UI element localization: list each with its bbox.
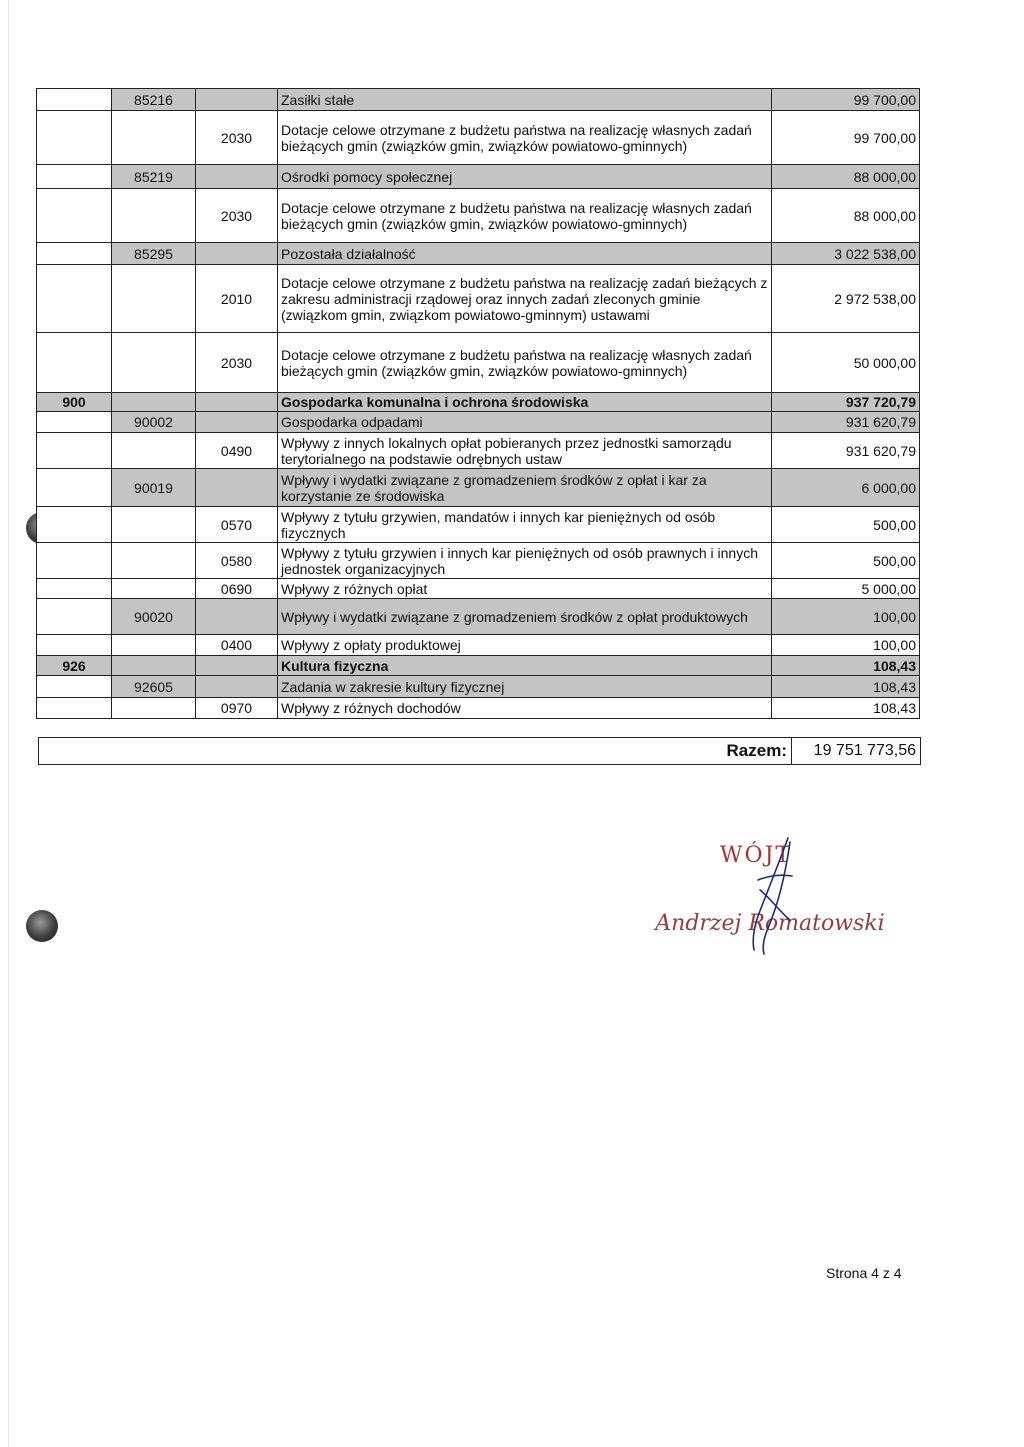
description-cell: Wpływy i wydatki związane z gromadzeniem środków z opłat i kar za korzystanie ze środowiska	[278, 469, 772, 507]
rozdzial-cell	[112, 579, 196, 599]
amount-cell: 108,43	[772, 656, 920, 676]
punch-hole-bottom	[26, 910, 58, 942]
dz-cell	[37, 579, 112, 599]
table-row	[37, 469, 920, 507]
paragraf-cell: 0690	[196, 579, 278, 599]
paragraf-cell: 0580	[196, 543, 278, 579]
paragraf-cell	[196, 89, 278, 111]
budget-table	[36, 88, 920, 719]
amount-cell: 931 620,79	[772, 412, 920, 433]
page-number: Strona 4 z 4	[826, 1265, 902, 1281]
amount-cell: 100,00	[772, 599, 920, 635]
rozdzial-cell: 90002	[112, 412, 196, 433]
paragraf-cell: 0570	[196, 507, 278, 543]
description-cell: Wpływy z opłaty produktowej	[278, 635, 772, 656]
total-label: Razem:	[726, 741, 787, 760]
amount-cell: 88 000,00	[772, 189, 920, 243]
signature-stamp	[640, 820, 900, 960]
table-row	[37, 543, 920, 579]
total-separator	[791, 738, 792, 764]
amount-cell: 100,00	[772, 635, 920, 656]
table-row	[37, 393, 920, 412]
dz-cell	[37, 412, 112, 433]
rozdzial-cell	[112, 507, 196, 543]
table-row	[37, 265, 920, 333]
rozdzial-cell	[112, 543, 196, 579]
rozdzial-cell: 90019	[112, 469, 196, 507]
paragraf-cell: 0970	[196, 698, 278, 719]
rozdzial-cell: 90020	[112, 599, 196, 635]
rozdzial-cell: 85219	[112, 165, 196, 189]
paragraf-cell: 2030	[196, 333, 278, 393]
total-value: 19 751 773,56	[813, 742, 916, 759]
paragraf-cell	[196, 393, 278, 412]
paragraf-cell	[196, 412, 278, 433]
paragraf-cell: 2030	[196, 111, 278, 165]
dz-cell	[37, 333, 112, 393]
amount-cell: 5 000,00	[772, 579, 920, 599]
table-row	[37, 89, 920, 111]
description-cell: Zasiłki stałe	[278, 89, 772, 111]
rozdzial-cell	[112, 265, 196, 333]
rozdzial-cell	[112, 111, 196, 165]
description-cell: Wpływy z tytułu grzywien, mandatów i innych kar pieniężnych od osób fizycznych	[278, 507, 772, 543]
rozdzial-cell: 85216	[112, 89, 196, 111]
description-cell: Gospodarka odpadami	[278, 412, 772, 433]
description-cell: Ośrodki pomocy społecznej	[278, 165, 772, 189]
description-cell: Zadania w zakresie kultury fizycznej	[278, 676, 772, 698]
table-row	[37, 656, 920, 676]
rozdzial-cell: 92605	[112, 676, 196, 698]
paragraf-cell	[196, 243, 278, 265]
dz-cell	[37, 599, 112, 635]
amount-cell: 2 972 538,00	[772, 265, 920, 333]
paragraf-cell	[196, 165, 278, 189]
description-cell: Pozostała działalność	[278, 243, 772, 265]
dz-cell: 926	[37, 656, 112, 676]
dz-cell	[37, 89, 112, 111]
table-row	[37, 433, 920, 469]
dz-cell	[37, 111, 112, 165]
rozdzial-cell	[112, 189, 196, 243]
amount-cell: 3 022 538,00	[772, 243, 920, 265]
description-cell: Kultura fizyczna	[278, 656, 772, 676]
dz-cell: 900	[37, 393, 112, 412]
paragraf-cell	[196, 676, 278, 698]
table-row	[37, 165, 920, 189]
paragraf-cell: 2030	[196, 189, 278, 243]
dz-cell	[37, 676, 112, 698]
description-cell: Wpływy z tytułu grzywien i innych kar pieniężnych od osób prawnych i innych jednostek organizacyjnych	[278, 543, 772, 579]
amount-cell: 6 000,00	[772, 469, 920, 507]
rozdzial-cell	[112, 433, 196, 469]
total-row	[38, 737, 921, 765]
rozdzial-cell	[112, 698, 196, 719]
table-row	[37, 189, 920, 243]
table-row	[37, 698, 920, 719]
table-row	[37, 412, 920, 433]
amount-cell: 500,00	[772, 543, 920, 579]
table-row	[37, 243, 920, 265]
dz-cell	[37, 243, 112, 265]
paragraf-cell	[196, 656, 278, 676]
table-row	[37, 635, 920, 656]
amount-cell: 99 700,00	[772, 111, 920, 165]
rozdzial-cell	[112, 333, 196, 393]
paragraf-cell: 0490	[196, 433, 278, 469]
rozdzial-cell: 85295	[112, 243, 196, 265]
stamp-title: WÓJT	[719, 843, 793, 868]
description-cell: Wpływy z różnych opłat	[278, 579, 772, 599]
amount-cell: 931 620,79	[772, 433, 920, 469]
dz-cell	[37, 469, 112, 507]
amount-cell: 108,43	[772, 676, 920, 698]
description-cell: Wpływy i wydatki związane z gromadzeniem środków z opłat produktowych	[278, 599, 772, 635]
table-row	[37, 507, 920, 543]
paragraf-cell: 2010	[196, 265, 278, 333]
amount-cell: 50 000,00	[772, 333, 920, 393]
dz-cell	[37, 698, 112, 719]
description-cell: Dotacje celowe otrzymane z budżetu państwa na realizację zadań bieżących z zakresu administracji rządowej oraz innych zadań zleconych gminie (związkom gmin, związkom powiatowo-gminnym) ustawami	[278, 265, 772, 333]
dz-cell	[37, 189, 112, 243]
dz-cell	[37, 635, 112, 656]
amount-cell: 88 000,00	[772, 165, 920, 189]
rozdzial-cell	[112, 393, 196, 412]
table-row	[37, 599, 920, 635]
table-row	[37, 111, 920, 165]
description-cell: Gospodarka komunalna i ochrona środowiska	[278, 393, 772, 412]
dz-cell	[37, 433, 112, 469]
paragraf-cell: 0400	[196, 635, 278, 656]
amount-cell: 937 720,79	[772, 393, 920, 412]
stamp-name: Andrzej Romatowski	[655, 911, 885, 936]
table-row	[37, 676, 920, 698]
rozdzial-cell	[112, 635, 196, 656]
amount-cell: 108,43	[772, 698, 920, 719]
dz-cell	[37, 265, 112, 333]
description-cell: Dotacje celowe otrzymane z budżetu państwa na realizację własnych zadań bieżących gmin (związków gmin, związków powiatowo-gminnych)	[278, 189, 772, 243]
description-cell: Dotacje celowe otrzymane z budżetu państwa na realizację własnych zadań bieżących gmin (związków gmin, związków powiatowo-gminnych)	[278, 111, 772, 165]
description-cell: Wpływy z innych lokalnych opłat pobieranych przez jednostki samorządu terytorialnego na podstawie odrębnych ustaw	[278, 433, 772, 469]
amount-cell: 500,00	[772, 507, 920, 543]
description-cell: Wpływy z różnych dochodów	[278, 698, 772, 719]
paragraf-cell	[196, 469, 278, 507]
scan-edge	[8, 0, 9, 1447]
table-row	[37, 333, 920, 393]
amount-cell: 99 700,00	[772, 89, 920, 111]
dz-cell	[37, 507, 112, 543]
rozdzial-cell	[112, 656, 196, 676]
paragraf-cell	[196, 599, 278, 635]
dz-cell	[37, 543, 112, 579]
dz-cell	[37, 165, 112, 189]
table-row	[37, 579, 920, 599]
description-cell: Dotacje celowe otrzymane z budżetu państwa na realizację własnych zadań bieżących gmin (związków gmin, związków powiatowo-gminnych)	[278, 333, 772, 393]
